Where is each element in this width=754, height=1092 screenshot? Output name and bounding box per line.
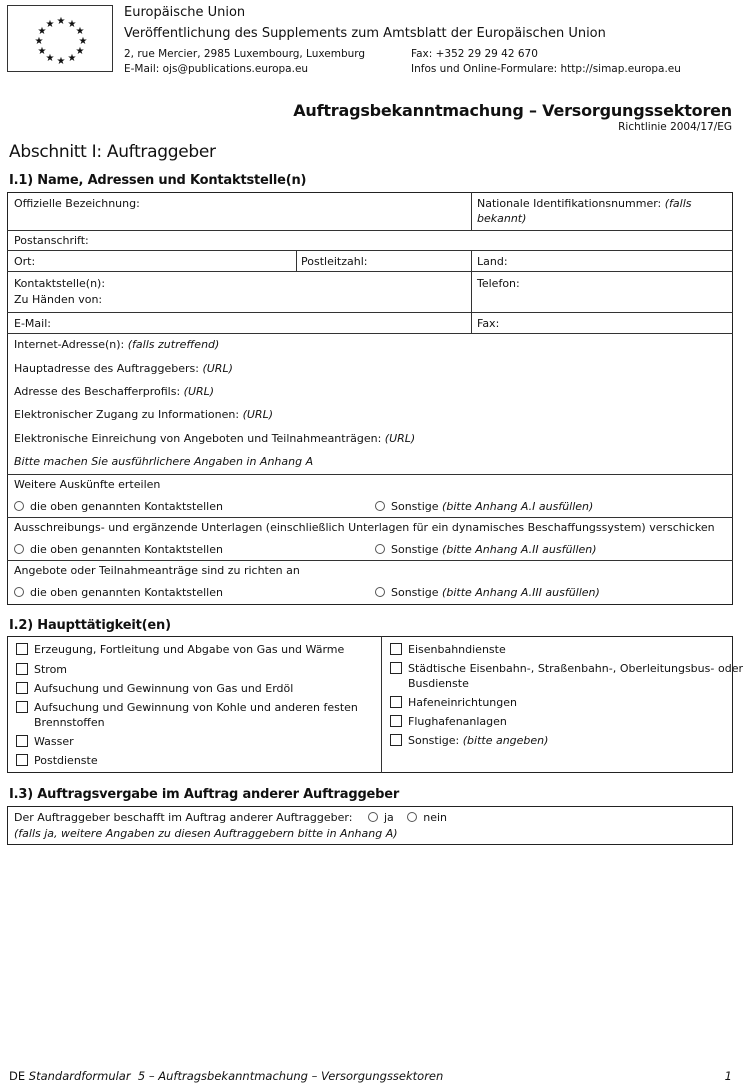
contact-field[interactable]: Kontaktstelle(n): bbox=[14, 277, 106, 290]
activity-other[interactable]: Sonstige: (bitte angeben) bbox=[390, 733, 743, 748]
section-title: Abschnitt I: Auftraggeber bbox=[9, 142, 216, 162]
buyer-profile-url-field[interactable]: Adresse des Beschafferprofils: (URL) bbox=[14, 385, 215, 398]
activity-postal[interactable]: Postdienste bbox=[16, 753, 384, 768]
svg-text:★: ★ bbox=[37, 26, 47, 37]
activity-coal[interactable]: Aufsuchung und Gewinnung von Kohle und anderen festen Brennstoffen bbox=[16, 700, 390, 730]
svg-text:★: ★ bbox=[56, 16, 66, 27]
no-label: nein bbox=[423, 811, 448, 824]
yes-label: ja bbox=[383, 811, 394, 824]
i3-question: Der Auftraggeber beschafft im Auftrag anderer Auftraggeber: ja nein bbox=[14, 811, 448, 824]
address: 2, rue Mercier, 2985 Luxembourg, Luxemburg bbox=[124, 48, 366, 60]
activity-airports[interactable]: Flughafenanlagen bbox=[390, 714, 743, 729]
i3-note: (falls ja, weitere Angaben zu diesen Auftraggebern bitte in Anhang A) bbox=[14, 827, 398, 840]
eu-logo bbox=[7, 5, 113, 72]
documents-radio-above[interactable]: die oben genannten Kontaktstellen bbox=[14, 542, 223, 557]
town-field[interactable]: Ort: bbox=[14, 255, 36, 268]
checkbox-icon[interactable] bbox=[16, 643, 28, 655]
svg-text:★: ★ bbox=[75, 26, 85, 37]
checkbox-icon[interactable] bbox=[390, 696, 402, 708]
attention-field[interactable]: Zu Händen von: bbox=[14, 293, 103, 306]
footer-lang: DE bbox=[9, 1069, 26, 1083]
electronic-submission-url-field[interactable]: Elektronische Einreichung von Angeboten und Teilnahmeanträgen: (URL) bbox=[14, 432, 416, 445]
postcode-field[interactable]: Postleitzahl: bbox=[301, 255, 368, 268]
activity-railway[interactable]: Eisenbahndienste bbox=[390, 642, 743, 657]
documents-radio-other[interactable]: Sonstige (bitte Anhang A.II ausfüllen) bbox=[375, 542, 597, 557]
postal-address-field[interactable]: Postanschrift: bbox=[14, 234, 89, 247]
fax: Fax: +352 29 29 42 670 bbox=[411, 48, 538, 60]
fax-field[interactable]: Fax: bbox=[477, 317, 500, 330]
publication-name: Veröffentlichung des Supplements zum Amtsblatt der Europäischen Union bbox=[124, 26, 606, 41]
footer-form: Standardformular 5 – Auftragsbekanntmachung – Versorgungssektoren bbox=[28, 1069, 444, 1083]
checkbox-icon[interactable] bbox=[390, 734, 402, 746]
email-field[interactable]: E-Mail: bbox=[14, 317, 51, 330]
radio-icon[interactable] bbox=[14, 587, 24, 597]
eu-stars-icon bbox=[8, 6, 114, 73]
phone-field[interactable]: Telefon: bbox=[477, 277, 520, 290]
official-name-field[interactable]: Offizielle Bezeichnung: bbox=[14, 197, 140, 210]
country-field[interactable]: Land: bbox=[477, 255, 508, 268]
tenders-radio-other[interactable]: Sonstige (bitte Anhang A.III ausfüllen) bbox=[375, 585, 600, 600]
further-info-label: Weitere Auskünfte erteilen bbox=[14, 478, 161, 491]
svg-text:★: ★ bbox=[75, 46, 85, 57]
document-title: Auftragsbekanntmachung – Versorgungssektoren bbox=[293, 101, 732, 120]
footer bbox=[9, 1069, 443, 1083]
annex-a-note: Bitte machen Sie ausführlichere Angaben in Anhang A bbox=[14, 455, 314, 468]
heading-i1: I.1) Name, Adressen und Kontaktstelle(n) bbox=[9, 173, 307, 188]
heading-i2: I.2) Haupttätigkeit(en) bbox=[9, 618, 171, 633]
directive: Richtlinie 2004/17/EG bbox=[618, 121, 732, 133]
email-link[interactable]: E-Mail: ojs@publications.europa.eu bbox=[124, 63, 309, 75]
svg-text:★: ★ bbox=[45, 53, 55, 64]
no-radio[interactable] bbox=[407, 812, 417, 822]
checkbox-icon[interactable] bbox=[390, 643, 402, 655]
org-name: Europäische Union bbox=[124, 5, 246, 20]
electronic-access-url-field[interactable]: Elektronischer Zugang zu Informationen: (URL) bbox=[14, 408, 273, 421]
heading-i3: I.3) Auftragsvergabe im Auftrag anderer Auftraggeber bbox=[9, 787, 400, 802]
svg-text:★: ★ bbox=[37, 46, 47, 57]
radio-icon[interactable] bbox=[375, 501, 385, 511]
tenders-label: Angebote oder Teilnahmeanträge sind zu richten an bbox=[14, 564, 300, 577]
checkbox-icon[interactable] bbox=[390, 715, 402, 727]
activity-urban-transport[interactable]: Städtische Eisenbahn-, Straßenbahn-, Oberleitungsbus- oder Busdienste bbox=[390, 661, 743, 691]
checkbox-icon[interactable] bbox=[16, 682, 28, 694]
svg-text:★: ★ bbox=[67, 53, 77, 64]
svg-text:★: ★ bbox=[56, 56, 66, 67]
radio-icon[interactable] bbox=[375, 587, 385, 597]
svg-text:★: ★ bbox=[45, 19, 55, 30]
online-link[interactable]: Infos und Online-Formulare: http://simap.europa.eu bbox=[411, 63, 681, 75]
checkbox-icon[interactable] bbox=[16, 735, 28, 747]
checkbox-icon[interactable] bbox=[16, 754, 28, 766]
activity-electricity[interactable]: Strom bbox=[16, 662, 384, 677]
tenders-radio-above[interactable]: die oben genannten Kontaktstellen bbox=[14, 585, 223, 600]
activity-water[interactable]: Wasser bbox=[16, 734, 384, 749]
national-id-label: Nationale Identifikationsnummer: bbox=[477, 197, 662, 210]
main-address-url-field[interactable]: Hauptadresse des Auftraggebers: (URL) bbox=[14, 362, 233, 375]
national-id-note: (falls bekannt) bbox=[477, 197, 692, 225]
radio-icon[interactable] bbox=[14, 501, 24, 511]
activity-gas-oil[interactable]: Aufsuchung und Gewinnung von Gas und Erdöl bbox=[16, 681, 384, 696]
activity-gas-heat[interactable]: Erzeugung, Fortleitung und Abgabe von Gas und Wärme bbox=[16, 642, 384, 657]
activity-ports[interactable]: Hafeneinrichtungen bbox=[390, 695, 743, 710]
checkbox-icon[interactable] bbox=[16, 663, 28, 675]
radio-icon[interactable] bbox=[375, 544, 385, 554]
further-info-radio-other[interactable]: Sonstige (bitte Anhang A.I ausfüllen) bbox=[375, 499, 593, 514]
further-info-radio-above[interactable]: die oben genannten Kontaktstellen bbox=[14, 499, 223, 514]
checkbox-icon[interactable] bbox=[16, 701, 28, 713]
documents-label: Ausschreibungs- und ergänzende Unterlagen (einschließlich Unterlagen für ein dynamisches Beschaffungssystem) verschicken bbox=[14, 521, 715, 534]
checkbox-icon[interactable] bbox=[390, 662, 402, 674]
radio-icon[interactable] bbox=[14, 544, 24, 554]
svg-text:★: ★ bbox=[34, 36, 44, 47]
yes-radio[interactable] bbox=[368, 812, 378, 822]
svg-text:★: ★ bbox=[67, 19, 77, 30]
national-id-field[interactable] bbox=[477, 196, 717, 226]
internet-addresses: Internet-Adresse(n): (falls zutreffend) bbox=[14, 338, 220, 351]
page-number: 1 bbox=[724, 1069, 732, 1083]
svg-text:★: ★ bbox=[78, 36, 88, 47]
